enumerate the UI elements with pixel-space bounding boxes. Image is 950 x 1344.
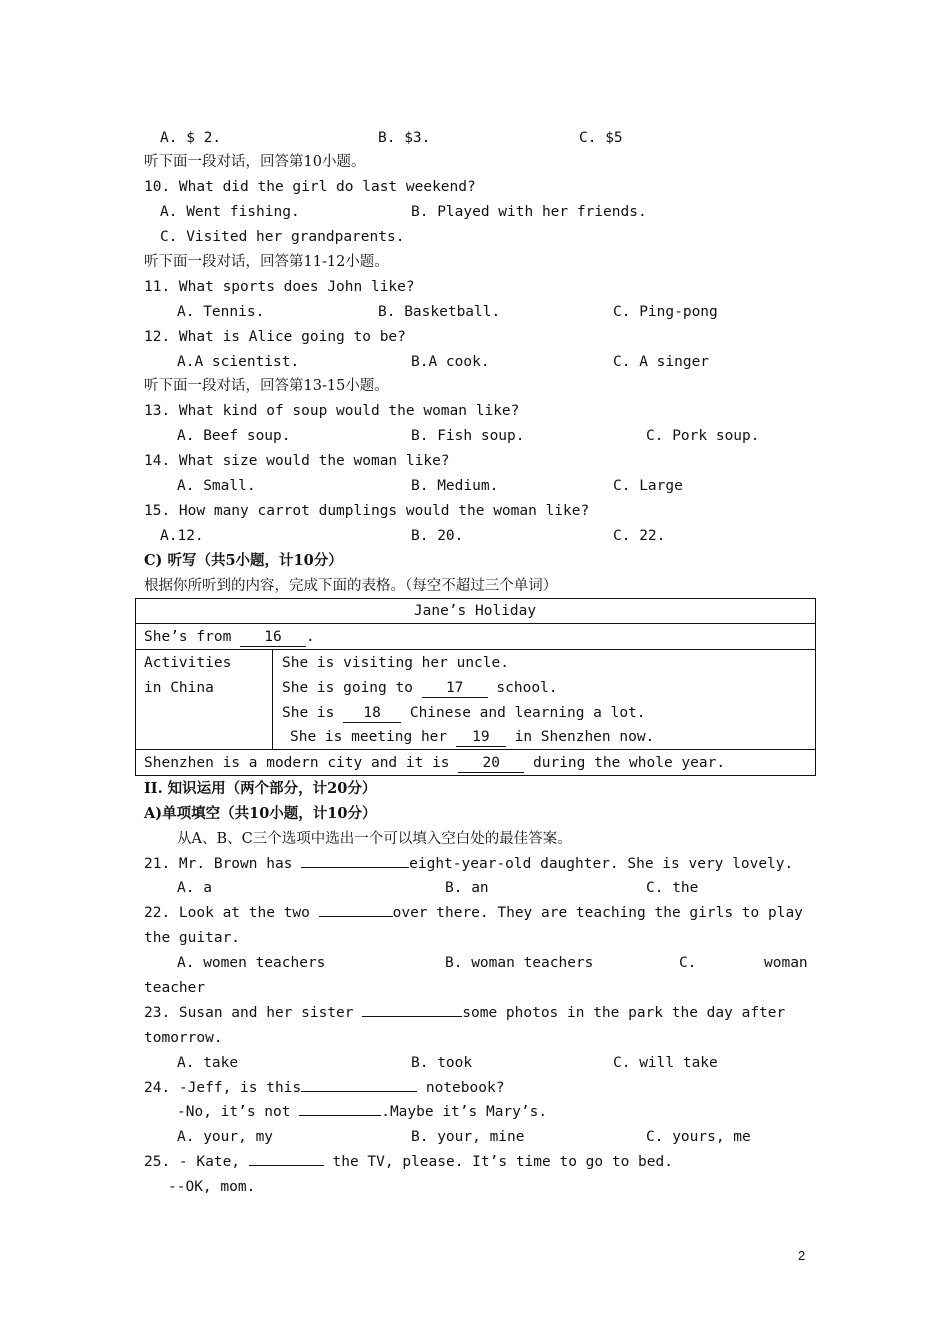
table-title: Jane’s Holiday xyxy=(413,603,537,619)
q14-option-a: A. Small. xyxy=(177,478,256,494)
q22-text: 22. Look at the two xyxy=(144,905,319,921)
q21-text-end: eight-year-old daughter. She is very lovely. xyxy=(409,856,794,872)
table-divider xyxy=(135,749,815,750)
q25-blank[interactable] xyxy=(249,1165,324,1166)
activity-2 xyxy=(282,678,558,698)
instruction-q11-12: 听下面一段对话，回答第11-12小题。 xyxy=(144,254,389,270)
q15-option-a: A.12. xyxy=(160,528,204,544)
q22-question-cont: the guitar. xyxy=(144,930,241,946)
activity-3-end: Chinese and learning a lot. xyxy=(401,705,646,721)
q22-option-b: B. woman teachers xyxy=(445,955,594,971)
q22-option-c-cont: teacher xyxy=(144,980,206,996)
q24-reply-end: .Maybe it’s Mary’s. xyxy=(381,1104,548,1120)
q15-option-b: B. 20. xyxy=(411,528,464,544)
activity-2-end: school. xyxy=(487,680,558,696)
table-row-from xyxy=(144,627,315,647)
table-column-divider xyxy=(272,649,273,749)
q21-option-a: A. a xyxy=(177,880,212,896)
activity-4 xyxy=(290,727,654,747)
q23-option-b: B. took xyxy=(411,1055,473,1071)
q13-option-c: C. Pork soup. xyxy=(646,428,760,444)
page-number: 2 xyxy=(798,1248,806,1263)
q9-option-c: C. $5 xyxy=(579,130,623,146)
q10-option-a: A. Went fishing. xyxy=(160,204,300,220)
q9-option-b: B. $3. xyxy=(378,130,431,146)
q12-option-b: B.A cook. xyxy=(411,354,490,370)
q11-option-c: C. Ping-pong xyxy=(613,304,718,320)
activities-label: Activities xyxy=(144,655,232,671)
q21-text: 21. Mr. Brown has xyxy=(144,856,302,872)
row-shenzhen-end: during the whole year. xyxy=(524,755,726,771)
q22-option-c-word: woman xyxy=(764,955,808,971)
q14-question: 14. What size would the woman like? xyxy=(144,453,450,469)
q24-reply-text: -No, it’s not xyxy=(177,1104,300,1120)
q13-question: 13. What kind of soup would the woman like? xyxy=(144,403,520,419)
q24-text: 24. -Jeff, is this xyxy=(144,1080,302,1096)
q22-question xyxy=(144,903,803,923)
section-a-heading: A)单项填空（共10小题，计10分） xyxy=(144,805,377,822)
q25-question xyxy=(144,1152,673,1172)
q21-blank[interactable] xyxy=(301,867,409,868)
q14-option-b: B. Medium. xyxy=(411,478,499,494)
activity-3 xyxy=(282,703,646,723)
q23-question-cont: tomorrow. xyxy=(144,1030,223,1046)
q23-option-a: A. take xyxy=(177,1055,239,1071)
q24-blank-1[interactable] xyxy=(301,1091,417,1092)
q25-text: 25. - Kate, xyxy=(144,1154,249,1170)
activities-label-line2: in China xyxy=(144,680,214,696)
q15-option-c: C. 22. xyxy=(613,528,666,544)
q11-question: 11. What sports does John like? xyxy=(144,279,415,295)
q25-reply: --OK, mom. xyxy=(168,1179,256,1195)
activity-3-text: She is xyxy=(282,705,344,721)
q23-blank[interactable] xyxy=(362,1016,462,1017)
q12-question: 12. What is Alice going to be? xyxy=(144,329,406,345)
q23-question xyxy=(144,1003,785,1023)
q10-option-b: B. Played with her friends. xyxy=(411,204,647,220)
row-from-end: . xyxy=(306,629,315,645)
q14-option-c: C. Large xyxy=(613,478,683,494)
activity-1: She is visiting her uncle. xyxy=(282,655,509,671)
q24-option-b: B. your, mine xyxy=(411,1129,525,1145)
row-from-text: She’s from xyxy=(144,629,241,645)
instruction-q10: 听下面一段对话，回答第10小题。 xyxy=(144,154,366,170)
q21-option-b: B. an xyxy=(445,880,489,896)
blank-19[interactable]: 19 xyxy=(456,728,506,747)
q24-line-2 xyxy=(177,1102,547,1122)
q23-text: 23. Susan and her sister xyxy=(144,1005,363,1021)
q23-text-end: some photos in the park the day after xyxy=(462,1005,786,1021)
blank-18[interactable]: 18 xyxy=(343,704,401,723)
q21-question xyxy=(144,854,793,874)
table-divider xyxy=(135,649,815,650)
activity-4-text: She is meeting her xyxy=(290,729,456,745)
q10-option-c: C. Visited her grandparents. xyxy=(160,229,405,245)
q24-option-a: A. your, my xyxy=(177,1129,274,1145)
q22-blank[interactable] xyxy=(319,916,393,917)
q12-option-a: A.A scientist. xyxy=(177,354,300,370)
q23-option-c: C. will take xyxy=(613,1055,718,1071)
q22-text-end: over there. They are teaching the girls to play xyxy=(392,905,803,921)
q9-option-a: A. $ 2. xyxy=(160,130,222,146)
table-divider xyxy=(135,623,815,624)
q12-option-c: C. A singer xyxy=(613,354,710,370)
q11-option-b: B. Basketball. xyxy=(378,304,501,320)
q24-text-end: notebook? xyxy=(417,1080,505,1096)
activity-4-end: in Shenzhen now. xyxy=(505,729,655,745)
q15-question: 15. How many carrot dumplings would the woman like? xyxy=(144,503,590,519)
section-a-instruction: 从A、B、C三个选项中选出一个可以填入空白处的最佳答案。 xyxy=(177,831,572,847)
section-c-instruction: 根据你所听到的内容，完成下面的表格。（每空不超过三个单词） xyxy=(144,578,558,594)
q13-option-a: A. Beef soup. xyxy=(177,428,291,444)
q11-option-a: A. Tennis. xyxy=(177,304,265,320)
q22-option-c-label: C. xyxy=(679,955,697,971)
blank-20[interactable]: 20 xyxy=(458,754,524,773)
q24-blank-2[interactable] xyxy=(299,1115,381,1116)
q10-question: 10. What did the girl do last weekend? xyxy=(144,179,476,195)
q24-line-1 xyxy=(144,1078,504,1098)
section-ii-heading: II. 知识运用（两个部分，计20分） xyxy=(144,780,377,797)
blank-16[interactable]: 16 xyxy=(240,628,306,647)
q13-option-b: B. Fish soup. xyxy=(411,428,525,444)
q24-option-c: C. yours, me xyxy=(646,1129,751,1145)
section-c-heading: C) 听写（共5小题，计10分） xyxy=(144,552,343,569)
blank-17[interactable]: 17 xyxy=(422,679,488,698)
activity-2-text: She is going to xyxy=(282,680,422,696)
q21-option-c: C. the xyxy=(646,880,699,896)
row-shenzhen-text: Shenzhen is a modern city and it is xyxy=(144,755,459,771)
q22-option-a: A. women teachers xyxy=(177,955,326,971)
table-row-shenzhen xyxy=(144,753,725,773)
instruction-q13-15: 听下面一段对话，回答第13-15小题。 xyxy=(144,378,389,394)
q25-text-end: the TV, please. It’s time to go to bed. xyxy=(323,1154,673,1170)
